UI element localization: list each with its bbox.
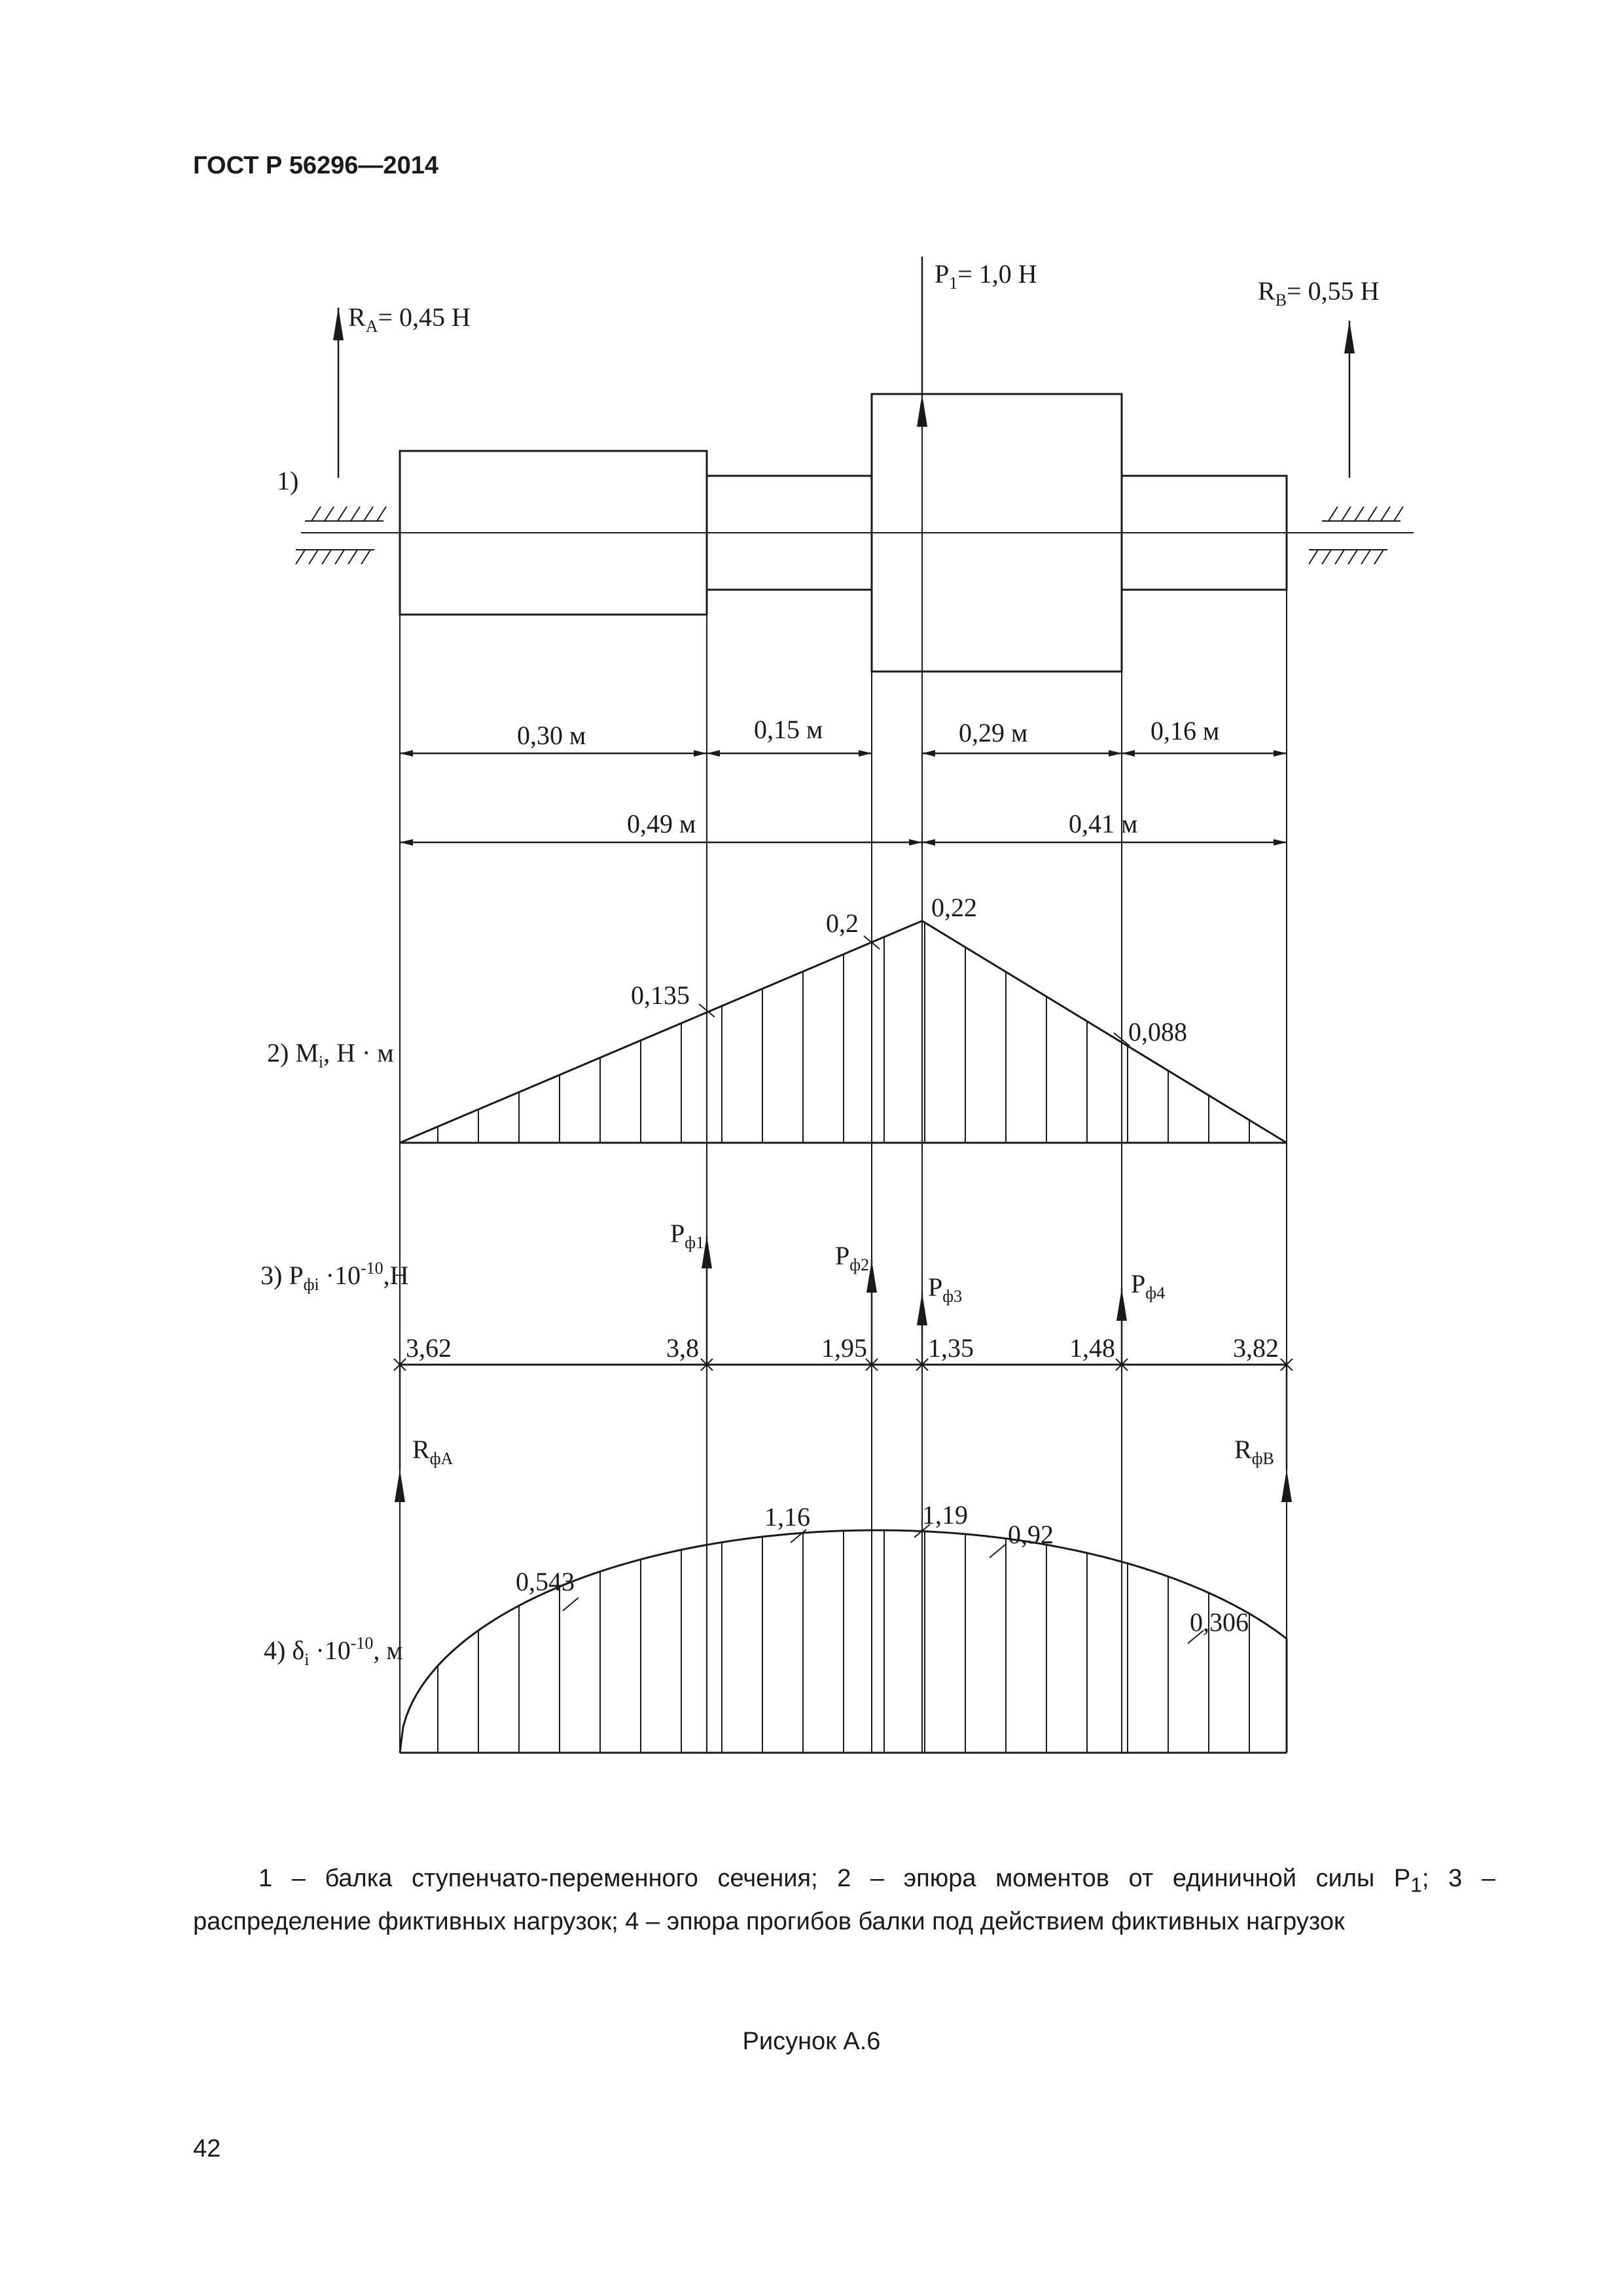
panel-1-label: 1) [277, 466, 299, 495]
load-value-1-35: 1,35 [928, 1333, 974, 1363]
dim-label-0-16: 0,16 м [1150, 716, 1220, 745]
rfa-label: $R_{фA}$ [412, 1435, 454, 1468]
deflection-value-0-543: 0,543 [516, 1567, 575, 1596]
force-p1-label: $P_1= 1,0$ Н [935, 259, 1037, 293]
load-value-1-95: 1,95 [821, 1333, 867, 1363]
pf2-label: $P_{ф2}$ [835, 1241, 870, 1274]
load-value-1-48: 1,48 [1069, 1333, 1115, 1363]
deflection-value-1-16: 1,16 [764, 1502, 810, 1532]
dim-label-0-49: 0,49 м [627, 809, 696, 838]
deflection-value-1-19: 1,19 [922, 1500, 968, 1530]
support-right [1309, 507, 1403, 564]
dim-label-0-41: 0,41 м [1069, 809, 1138, 838]
dimension-lines [400, 753, 1287, 842]
load-value-3-82: 3,82 [1233, 1333, 1279, 1363]
dim-label-0-15: 0,15 м [754, 715, 823, 744]
dim-label-0-30: 0,30 м [517, 721, 586, 750]
panel-3-label: 3) $P_{фi} \cdot 10^{-10},Н$ [260, 1259, 409, 1294]
reaction-a-label: $R_A= 0,45$ Н [348, 302, 471, 336]
deflection-value-0-306: 0,306 [1190, 1607, 1249, 1637]
support-left [296, 507, 386, 564]
load-value-3-62: 3,62 [406, 1333, 452, 1363]
moment-value-0-088: 0,088 [1128, 1017, 1187, 1047]
load-value-3-8: 3,8 [666, 1333, 699, 1363]
pf3-label: $P_{ф3}$ [928, 1272, 963, 1306]
reaction-b-label: $R_B= 0,55$ Н [1258, 276, 1380, 310]
pf4-label: $P_{ф4}$ [1131, 1269, 1166, 1302]
rfb-label: $R_{фB}$ [1234, 1435, 1274, 1468]
moment-value-0-135: 0,135 [631, 980, 690, 1010]
pf1-label: $P_{ф1}$ [670, 1219, 705, 1252]
deflection-value-0-92: 0,92 [1008, 1520, 1054, 1549]
panel-4-label: 4) $\delta_i \cdot 10^{-10}$, м [264, 1634, 403, 1669]
figure-caption: 1 – балка ступенчато-переменного сечения; 2 – эпюра моментов от единичной силы $P_1$; 3 – распределение фиктивных нагрузок; 4 – эпюра прогибов балки под действием фиктивных нагрузок [193, 1865, 1495, 1935]
figure-title: Рисунок А.6 [742, 2028, 881, 2055]
moment-value-0-22: 0,22 [931, 893, 977, 922]
page-number: 42 [193, 2135, 221, 2162]
moment-value-0-2: 0,2 [826, 908, 859, 938]
dim-label-0-29: 0,29 м [959, 718, 1028, 747]
panel-2-label: 2) $M_i$, Н · м [267, 1038, 394, 1071]
document-header: ГОСТ Р 56296—2014 [193, 152, 438, 179]
deflection-diagram [400, 1524, 1287, 1753]
